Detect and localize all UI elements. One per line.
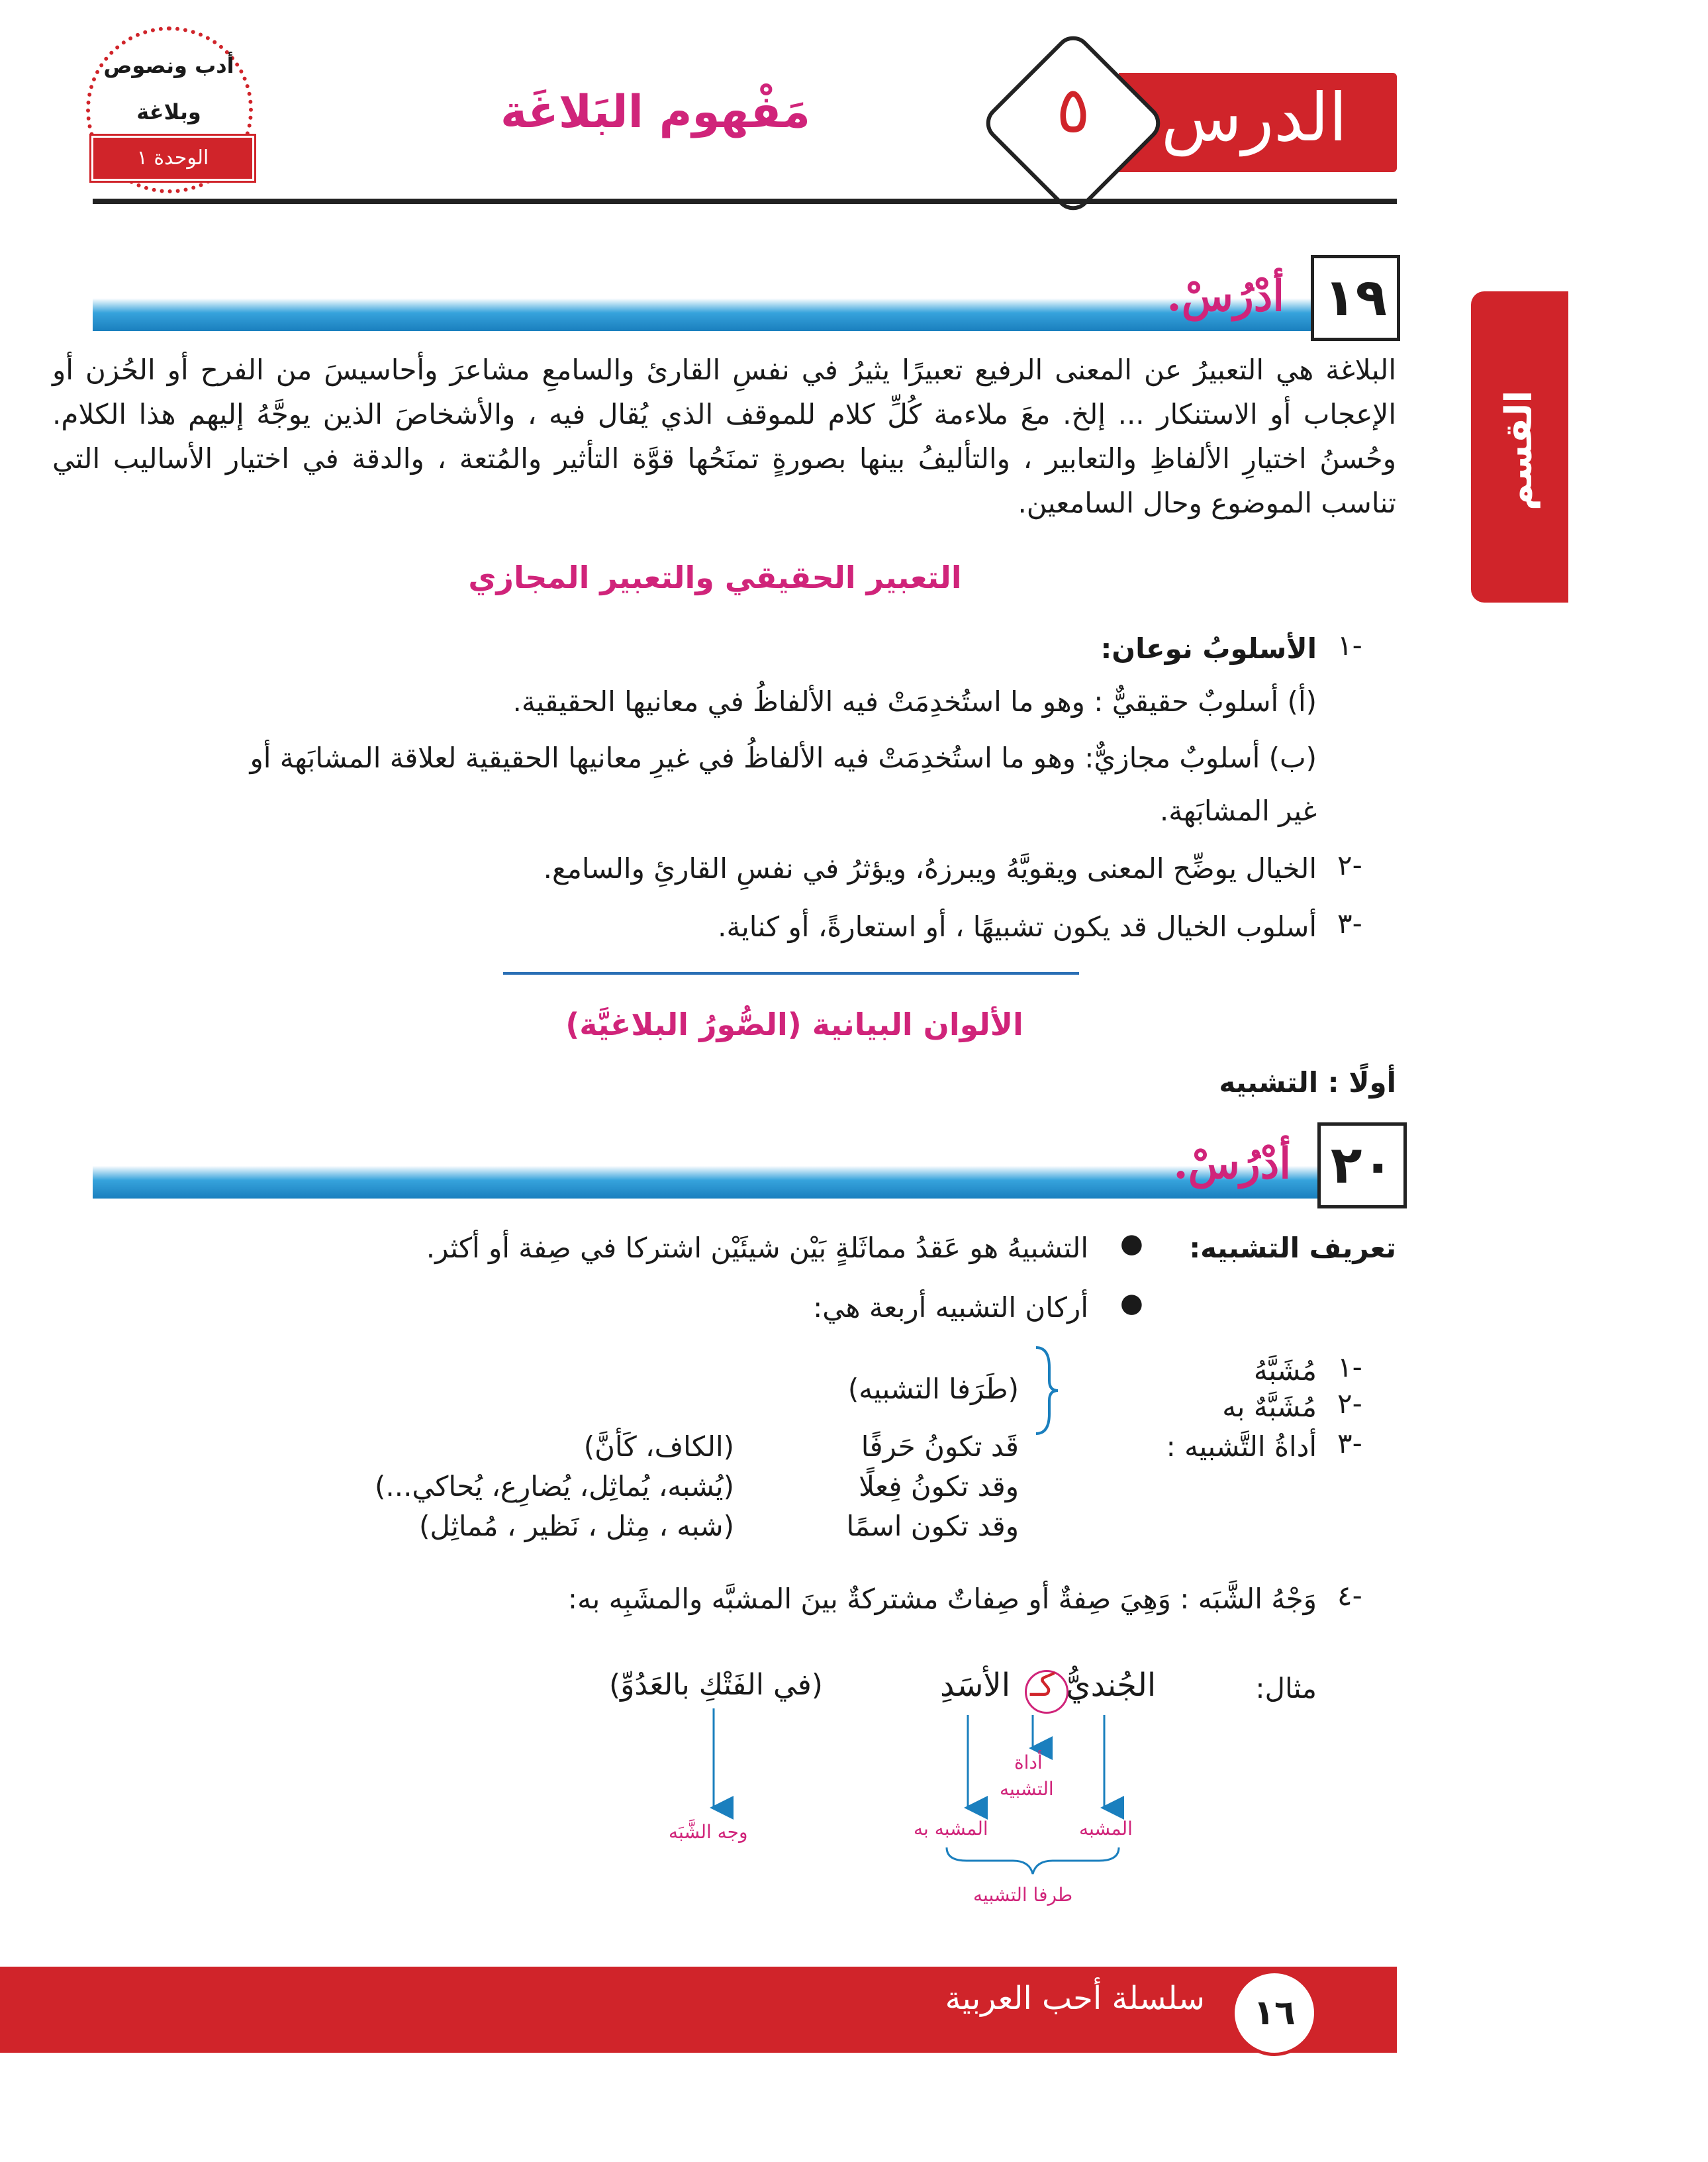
- example-mushabbah: الجُنديُّ: [1066, 1667, 1157, 1704]
- annotation-wajh: وجه الشَّبَه: [669, 1821, 748, 1843]
- example-mushabbah-bih: الأسَدِ: [940, 1667, 1011, 1704]
- tool-noun-examples: (شبه ، مِثل ، نَظير ، مُماثِل): [419, 1510, 734, 1542]
- tool-noun: وقد تكون اسمًا: [846, 1510, 1019, 1542]
- lesson-title: مَفْهوم البَلاغَة: [500, 86, 810, 138]
- example-wajh: (في الفَتْكِ بالعَدُوِّ): [609, 1668, 823, 1702]
- study-label-20: أدْرُسْ.: [1173, 1139, 1291, 1189]
- unit-title-line1: أدب ونصوص: [103, 53, 234, 78]
- unit-label: الوحدة ١: [91, 136, 254, 181]
- tarafa-label: (طَرَفا التشبيه): [847, 1373, 1019, 1405]
- pillar-number-3: ٣-: [1337, 1427, 1362, 1459]
- study-label-19: أدْرُسْ.: [1166, 271, 1284, 321]
- bullet-icon: ●: [1120, 1288, 1143, 1318]
- pillar-wajh: وَجْهُ الشَّبَه : وَهِيَ صِفةٌ أو صِفاتٌ مشتركةٌ بينَ المشبَّه والمشَبِه به:: [567, 1583, 1317, 1615]
- pillar-number-4: ٤-: [1337, 1579, 1362, 1612]
- section-title-rhetorical-images: الألوان البيانية (الصُّورُ البلاغيَّة): [565, 1007, 1023, 1042]
- lesson-number: ٥: [1056, 73, 1090, 147]
- page-number: ١٦: [1231, 1970, 1317, 2056]
- item1-a: (أ) أسلوبٌ حقيقيٌّ : وهو ما استُخدِمَتْ فيه الألفاظُ في معانيها الحقيقية.: [512, 685, 1317, 718]
- pillar-number-2: ٢-: [1337, 1387, 1362, 1420]
- definition-heading: تعريف التشبيه:: [1189, 1232, 1396, 1264]
- lesson-word: الدرس: [1161, 79, 1347, 156]
- pillar-mushabbah: مُشَبَّهُ: [1253, 1354, 1317, 1387]
- item1-heading: الأسلوبُ نوعان:: [1100, 632, 1317, 665]
- unit-title-line2: وبلاغة: [136, 99, 201, 124]
- example-label: مثال:: [1255, 1672, 1317, 1704]
- item3: أسلوب الخيال قد يكون تشبيهًا ، أو استعارةً، أو كناية.: [718, 910, 1317, 943]
- pillar-number-1: ١-: [1337, 1351, 1362, 1383]
- item-number-3: ٣-: [1337, 907, 1362, 940]
- footer-series: سلسلة أحب العربية: [945, 1980, 1205, 2017]
- annotation-tarafa: طرفا التشبيه: [973, 1884, 1073, 1906]
- item1-b-line1: (ب) أسلوبٌ مجازيٌّ: وهو ما استُخدِمَتْ فيه الألفاظُ في غيرِ معانيها الحقيقية لعلاقة المشابَهة أو: [250, 742, 1317, 774]
- tool-letter: قَد تكونُ حَرفًا: [861, 1430, 1019, 1463]
- item2: الخيال يوضِّح المعنى ويقويَّهُ ويبرزهُ، ويؤثرُ في نفسِ القارئِ والسامع.: [543, 852, 1317, 885]
- tool-verb-examples: (يُشبه، يُماثِل، يُضارِع، يُحاكي...): [374, 1470, 734, 1502]
- item1-b-line2: غير المشابَهة.: [1159, 795, 1317, 827]
- item-number-2: ٢-: [1337, 849, 1362, 881]
- section-side-label: القسم الأول: [1497, 390, 1666, 511]
- pillar-tool: أداةُ التَّشبيه :: [1166, 1430, 1317, 1463]
- item-number-1: ١-: [1337, 629, 1362, 662]
- annotation-tool-2: التشبيه: [1000, 1778, 1054, 1800]
- bullet-icon: ●: [1120, 1228, 1143, 1259]
- tool-letter-examples: (الكاف، كَأنَّ): [583, 1430, 734, 1463]
- study-number-20: ٢٠: [1317, 1122, 1407, 1208]
- annotation-mushabbah: المشبه: [1079, 1818, 1133, 1840]
- annotation-tool-1: أداة: [1014, 1751, 1043, 1773]
- tool-verb: وقد تكونُ فِعلًا: [859, 1470, 1019, 1502]
- first-topic-label: أولًا : التشبيه: [1219, 1066, 1396, 1099]
- pillar-mushabbah-bih: مُشَبَّهٌ به: [1222, 1391, 1317, 1423]
- definition-bullet-2: أركان التشبيه أربعة هي:: [813, 1291, 1088, 1324]
- annotation-mushabbah-bih: المشبه به: [914, 1818, 988, 1840]
- example-tool: كـ: [1030, 1667, 1055, 1704]
- study-number-19: ١٩: [1311, 255, 1400, 341]
- section-title-real-vs-figurative: التعبير الحقيقي والتعبير المجازي: [468, 560, 962, 595]
- intro-paragraph: البلاغة هي التعبيرُ عن المعنى الرفيع تعبيرًا يثيرُ في نفسِ القارئ والسامعِ مشاعرَ وأحاسيسَ من الفرح أو الحُزن أو الإعجاب أو الاستنكار ... إلخ. معَ ملاءمة كُلِّ كلام للموقف الذي يُقال فيه ، والأشخاصَ الذين يوجَّهُ إليهم هذا الكلام. وحُسنُ اختيارِ الألفاظِ والتعابير ، والتأليفُ بينها بصورةٍ تمنَحُها قوَّة التأثير والمُتعة ، والدقة في اختيار الأساليب التي تناسب الموضوع وحال السامعين.: [52, 354, 1396, 519]
- definition-bullet-1: التشبيهُ هو عَقدُ مماثَلةٍ بَيْن شيئَيْن اشتركا في صِفة أو أكثر.: [426, 1232, 1088, 1264]
